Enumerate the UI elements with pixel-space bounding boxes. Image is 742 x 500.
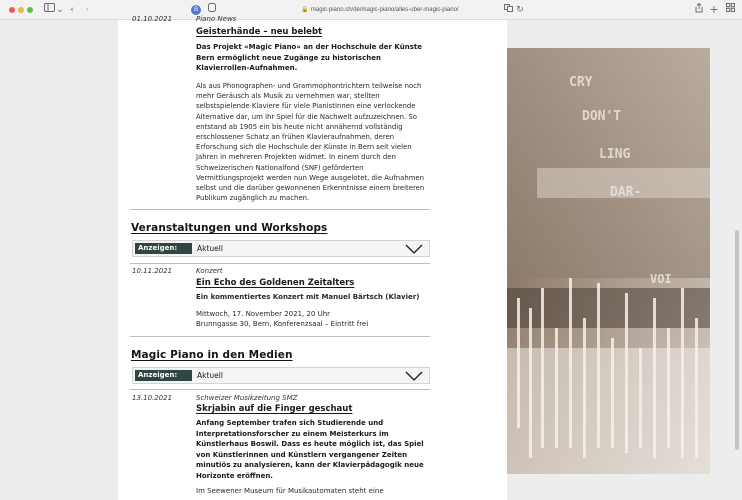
minimize-window-button[interactable] <box>18 7 24 13</box>
event-title-link[interactable]: Ein Echo des Goldenen Zeitalters <box>196 278 355 288</box>
reload-icon[interactable]: ↻ <box>516 5 524 15</box>
event-when: Mittwoch, 17. November 2021, 20 Uhr <box>196 310 331 318</box>
piano-roll-photo <box>507 48 710 474</box>
lock-icon: 🔒 <box>301 7 309 13</box>
events-filter-value: Aktuell <box>197 244 223 253</box>
media-filter-select[interactable] <box>132 367 430 384</box>
article-body <box>196 81 428 203</box>
media-body-start: Im Seewener Museum für Musikautomaten steht eine <box>196 487 384 495</box>
media-heading: Magic Piano in den Medien <box>131 349 293 361</box>
media-source: Schweizer Musikzeitung SMZ <box>196 394 298 402</box>
media-date: 13.10.2021 <box>132 394 173 402</box>
list-divider <box>130 263 430 264</box>
media-filter-label: Anzeigen: <box>135 370 192 381</box>
extension-icon[interactable]: B <box>191 5 201 15</box>
events-filter-label: Anzeigen: <box>135 243 192 254</box>
article-body-paragraph: Als aus Phonographen- und Grammophontrichtern teilweise noch mehr Geräusch als Musik zu vernehmen war, stellten selbstspielende Klaviere für viele PianistInnen eine verlockende Alternative dar, um ihr Spiel für die Nachwelt aufzuzeichnen. So entstand ab 1905 ein bis heute nicht annähernd vollständig erschlossener Schatz an frühen Klavieraufnahmen, deren Erforschung sich die Hochschule der Künste in Bern seit vielen Jahren in mehreren Projekten widmet. In einem durch den Schweizerischen Nationalfond (SNF) geförderten Vermittlungsprojekt werden nun Wege ausgelotet, die Aufnahmen selbst und die darüber gewonnenen Erkenntnisse einem breiteren Publikum zugänglich zu machen. <box>196 82 425 203</box>
browser-toolbar <box>0 0 742 20</box>
forward-button[interactable]: › <box>85 5 89 15</box>
media-lead: Anfang September trafen sich Studierende und Interpretationsforscher zu einem Meisterkurs im Künstlerhaus Boswil. Dass es heute möglich ist, das Spiel von Künstlerinnen und Künstlern vergangener Zeiten minutiös zu analysieren, kann der Klavierpädagogik neue Horizonte eröffnen. <box>196 419 424 480</box>
chevron-down-icon <box>405 244 423 254</box>
events-heading: Veranstaltungen und Workshops <box>131 222 328 234</box>
article-title-link[interactable]: Geisterhände – neu belebt <box>196 27 323 37</box>
section-divider <box>130 336 430 337</box>
address-bar[interactable] <box>290 4 470 16</box>
article-lead: Das Projekt «Magic Piano» an der Hochschule der Künste Bern ermöglicht neue Zugänge zu historischen Klavierrollen-Aufnahmen. <box>196 43 422 72</box>
media-filter-value: Aktuell <box>197 371 223 380</box>
stencil-word: DON'T <box>582 109 622 124</box>
stencil-word: VOI <box>650 272 672 286</box>
article-date: 01.10.2021 <box>132 15 173 23</box>
chevron-down-icon <box>405 371 423 381</box>
article-category: Piano News <box>196 15 237 23</box>
zoom-window-button[interactable] <box>27 7 33 13</box>
list-divider <box>130 389 430 390</box>
back-button[interactable]: ‹ <box>70 5 74 15</box>
section-divider <box>130 209 430 210</box>
stencil-word: CRY <box>569 75 593 90</box>
close-window-button[interactable] <box>9 7 15 13</box>
tab-overview-icon[interactable] <box>724 3 736 17</box>
new-tab-icon[interactable]: + <box>709 3 719 16</box>
event-lead: Ein kommentiertes Konzert mit Manuel Bärtsch (Klavier) <box>196 293 420 301</box>
url-text: magic-piano.ch/de/magic-piano/alles-uber-magic-piano/ <box>310 7 459 13</box>
sidebar-toggle-icon[interactable] <box>42 3 56 17</box>
events-filter-select[interactable] <box>132 240 430 257</box>
stencil-word: DAR- <box>610 185 642 200</box>
event-date: 10.11.2021 <box>132 267 173 275</box>
translate-icon[interactable] <box>503 3 513 17</box>
event-category: Konzert <box>196 267 223 275</box>
event-where: Brunngasse 30, Bern, Konferenzsaal – Eintritt frei <box>196 320 369 328</box>
share-icon[interactable] <box>694 3 704 17</box>
stencil-word: LING <box>599 147 631 162</box>
media-title-link[interactable]: Skrjabin auf die Finger geschaut <box>196 404 353 414</box>
page-scrollbar[interactable] <box>735 230 739 450</box>
chevron-down-icon[interactable]: ⌄ <box>56 5 64 15</box>
